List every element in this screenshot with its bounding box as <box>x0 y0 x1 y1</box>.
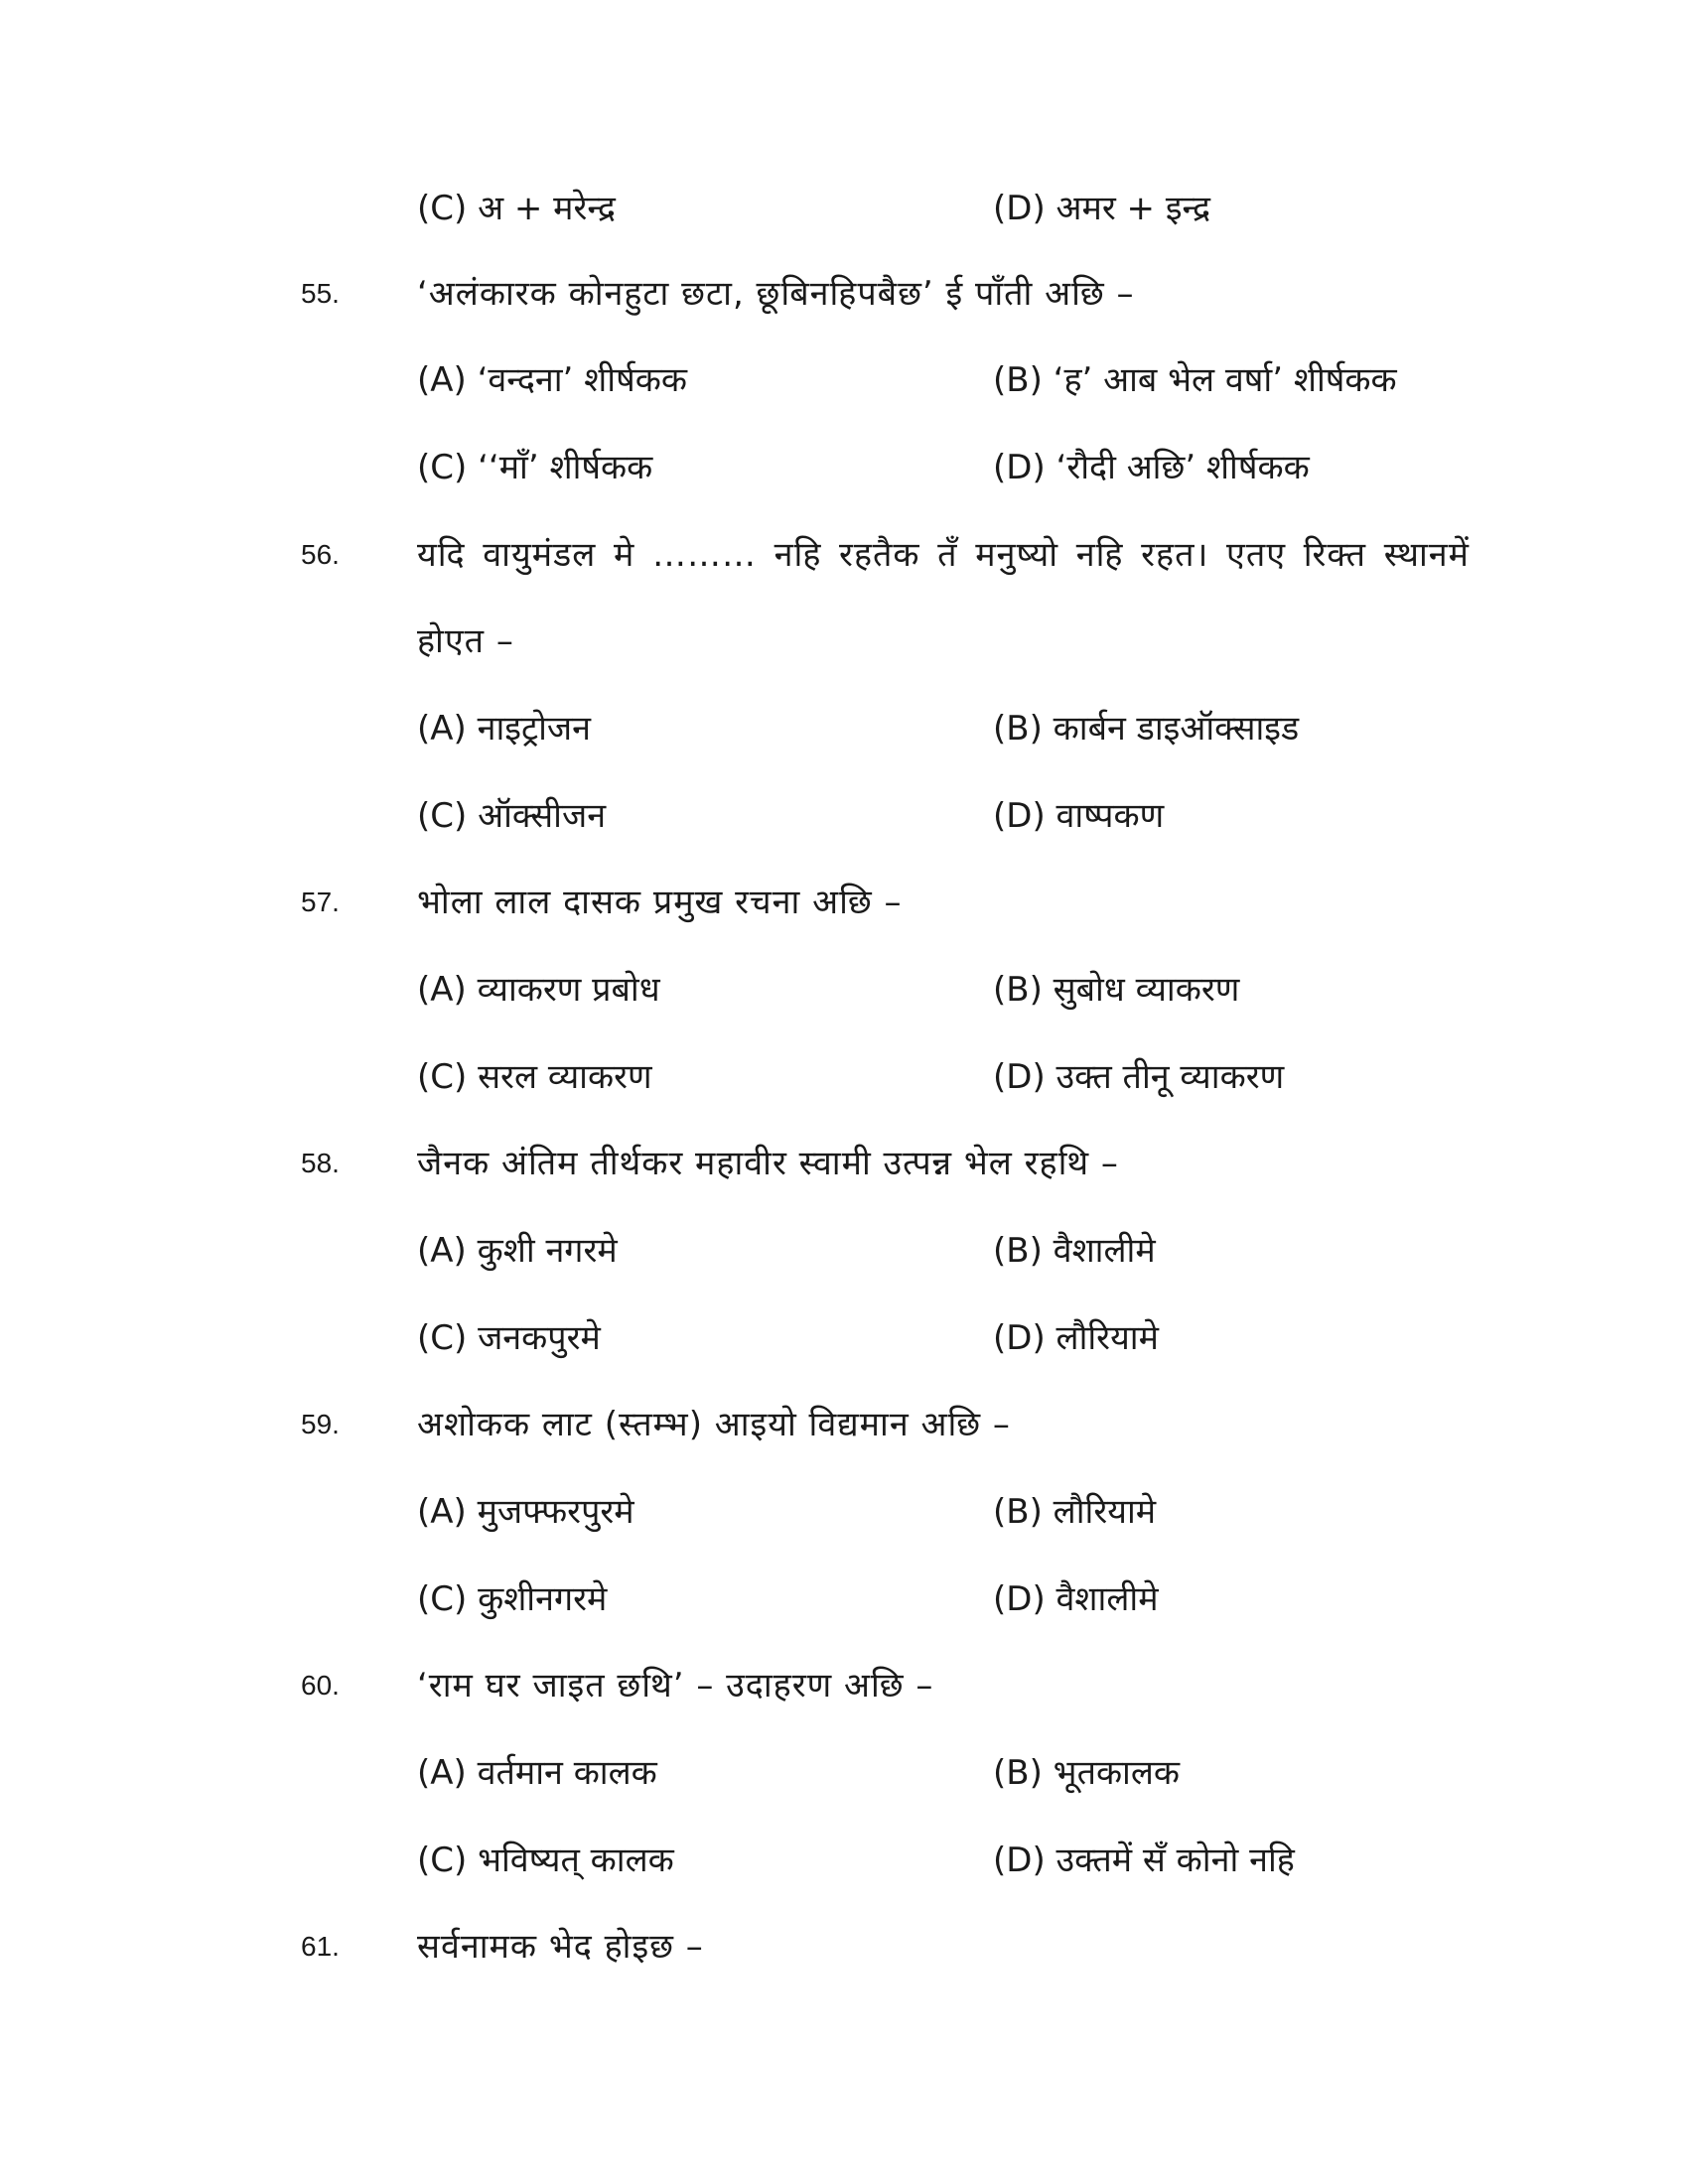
question-number: 59. <box>301 1409 340 1439</box>
option-b: (B) ‘ह’ आब भेल वर्षा’ शीर्षकक <box>993 360 1397 400</box>
question-text: जैनक अंतिम तीर्थकर महावीर स्वामी उत्पन्न भेल रहथि – <box>417 1144 1119 1183</box>
option-b: (B) कार्बन डाइऑक्साइड <box>993 709 1300 749</box>
question-text: सर्वनामक भेद होइछ – <box>417 1927 704 1967</box>
option-b: (B) वैशालीमे <box>993 1231 1156 1271</box>
option-a: (A) कुशी नगरमे <box>417 1231 618 1271</box>
question-number: 55. <box>301 278 340 309</box>
option-d: (D) वाष्पकण <box>993 796 1165 836</box>
option-a: (A) मुजफ्फरपुरमे <box>417 1492 634 1532</box>
question-text: ‘अलंकारक कोनहुटा छटा, छूबिनहिपबैछ’ ई पाँती अछि – <box>417 274 1135 314</box>
option-b: (B) लौरियामे <box>993 1492 1157 1532</box>
question-number: 60. <box>301 1670 340 1701</box>
option-c: (C) ऑक्सीजन <box>417 796 607 836</box>
option-d: (D) ‘रौदी अछि’ शीर्षकक <box>993 448 1310 487</box>
question-text: यदि वायुमंडल मे ……… नहि रहतैक तँ मनुष्यो नहि रहत। एतए रिक्त स्थानमें <box>417 535 1470 575</box>
option-c: (C) सरल व्याकरण <box>417 1057 652 1097</box>
option-a: (A) नाइट्रोजन <box>417 709 592 749</box>
question-number: 58. <box>301 1148 340 1178</box>
option-c: (C) ‘‘माँ’ शीर्षकक <box>417 448 653 487</box>
option-c: (C) जनकपुरमे <box>417 1318 601 1358</box>
option-b: (B) सुबोध व्याकरण <box>993 970 1240 1010</box>
option-c: (C) कुशीनगरमे <box>417 1579 608 1619</box>
question-text: अशोकक लाट (स्तम्भ) आइयो विद्यमान अछि – <box>417 1405 1011 1444</box>
option-a: (A) व्याकरण प्रबोध <box>417 970 660 1010</box>
question-number: 57. <box>301 887 340 917</box>
option-c: (C) भविष्यत् कालक <box>417 1841 674 1880</box>
question-number: 56. <box>301 539 340 570</box>
question-text: ‘राम घर जाइत छथि’ – उदाहरण अछि – <box>417 1666 934 1706</box>
option-b: (B) भूतकालक <box>993 1753 1181 1793</box>
option-c: (C) अ + मरेन्द्र <box>417 189 616 228</box>
option-a: (A) वर्तमान कालक <box>417 1753 657 1793</box>
question-text: भोला लाल दासक प्रमुख रचना अछि – <box>417 883 903 922</box>
option-d: (D) उक्तमें सँ कोनो नहि <box>993 1841 1295 1880</box>
option-d: (D) लौरियामे <box>993 1318 1159 1358</box>
option-d: (D) वैशालीमे <box>993 1579 1159 1619</box>
option-d: (D) अमर + इन्द्र <box>993 189 1211 228</box>
question-text-continued: होएत – <box>417 621 514 661</box>
option-d: (D) उक्त तीनू व्याकरण <box>993 1057 1285 1097</box>
question-number: 61. <box>301 1931 340 1962</box>
option-a: (A) ‘वन्दना’ शीर्षकक <box>417 360 687 400</box>
